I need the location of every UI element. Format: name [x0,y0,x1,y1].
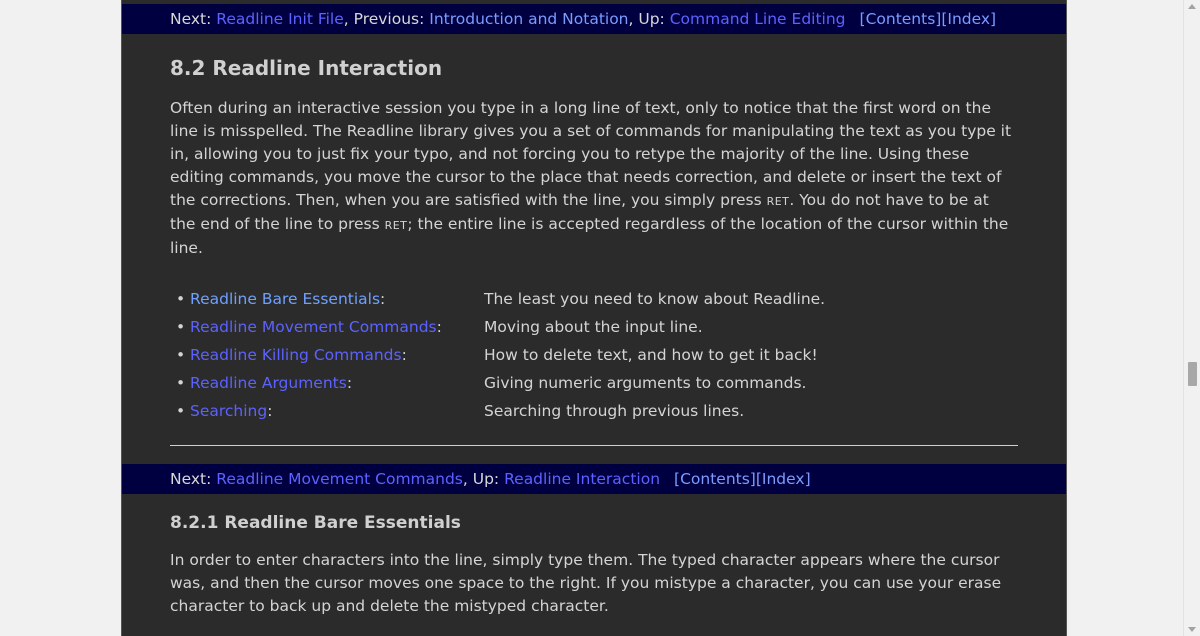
nav-up-label: , Up: [628,10,670,28]
nav-up-link[interactable]: Readline Interaction [504,470,661,488]
nav-previous-link[interactable]: Introduction and Notation [429,10,629,28]
menu-link-killing-commands[interactable]: Readline Killing Commands [190,346,402,364]
section-menu [170,285,1018,425]
menu-description: Giving numeric arguments to commands. [484,374,807,392]
section-divider [170,445,1018,446]
bullet-icon: • [176,346,186,364]
menu-link-movement-commands[interactable]: Readline Movement Commands [190,318,437,336]
paragraph-text-3: ; the entire line is accepted regardless of the location of the cursor within the line. [170,215,1009,257]
menu-colon: : [380,290,386,308]
nav-next-label: Next: [170,470,217,488]
menu-description: Searching through previous lines. [484,402,745,420]
document-page [121,0,1067,636]
vertical-scrollbar[interactable] [1183,0,1200,636]
paragraph-text-1: Often during an interactive session you type in a long line of text, only to notice that the first word on the line is misspelled. The Readline library gives you a set of commands for manipulating the text as you type it in, allowing you to just fix your typo, and not forcing you to retype the majority of the line. Using these editing commands, you move the cursor to the place that needs correction, and delete or insert the text of the corrections. Then, when you are satisfied with the line, you simply press [170,99,1012,209]
menu-description: How to delete text, and how to get it back! [484,346,818,364]
menu-description: Moving about the input line. [484,318,703,336]
menu-item [170,369,1018,397]
key-ret: RET [766,195,790,208]
nav-next-link[interactable]: Readline Init File [216,10,344,28]
nav-index-link[interactable]: [Index] [755,470,811,488]
top-navigation-bar [122,4,1066,34]
menu-colon: : [346,374,353,392]
key-ret-2: RET [384,219,408,232]
nav-previous-label: , Previous: [343,10,430,28]
menu-colon: : [267,402,273,420]
paragraph-text-2: . You do not have to be at the end of the line to press [170,191,989,233]
bullet-icon: • [176,318,186,336]
nav-next-label: Next: [170,10,217,28]
scroll-down-arrow-icon[interactable] [1188,627,1196,632]
scroll-up-arrow-icon[interactable] [1188,4,1196,9]
bullet-icon: • [176,374,186,392]
menu-link-searching[interactable]: Searching [190,402,268,420]
nav-contents-link[interactable]: [Contents] [674,470,756,488]
menu-colon: : [401,346,407,364]
subsection-paragraph: In order to enter characters into the line, simply type them. The typed character appears where the cursor was, and then the cursor moves one space to the right. If you mistype a character, you can use your erase character to back up and delete the mistyped character. [170,551,1002,615]
menu-item [170,397,1018,425]
nav-next-link[interactable]: Readline Movement Commands [216,470,463,488]
menu-description: The least you need to know about Readline. [484,290,826,308]
menu-item [170,313,1018,341]
section-title: 8.2 Readline Interaction [170,56,443,80]
menu-link-bare-essentials[interactable]: Readline Bare Essentials [190,290,381,308]
menu-link-arguments[interactable]: Readline Arguments [190,374,347,392]
bullet-icon: • [176,290,186,308]
menu-item [170,285,1018,313]
scrollbar-thumb[interactable] [1188,362,1197,386]
bullet-icon: • [176,402,186,420]
nav-up-label: , Up: [462,470,505,488]
menu-colon: : [436,318,442,336]
section-paragraph [170,97,1018,260]
nav-index-link[interactable]: [Index] [941,10,997,28]
subsection-title: 8.2.1 Readline Bare Essentials [170,513,461,533]
menu-item [170,341,1018,369]
nav-contents-link[interactable]: [Contents] [859,10,942,28]
subsection-navigation-bar [122,464,1066,494]
nav-up-link[interactable]: Command Line Editing [669,10,846,28]
